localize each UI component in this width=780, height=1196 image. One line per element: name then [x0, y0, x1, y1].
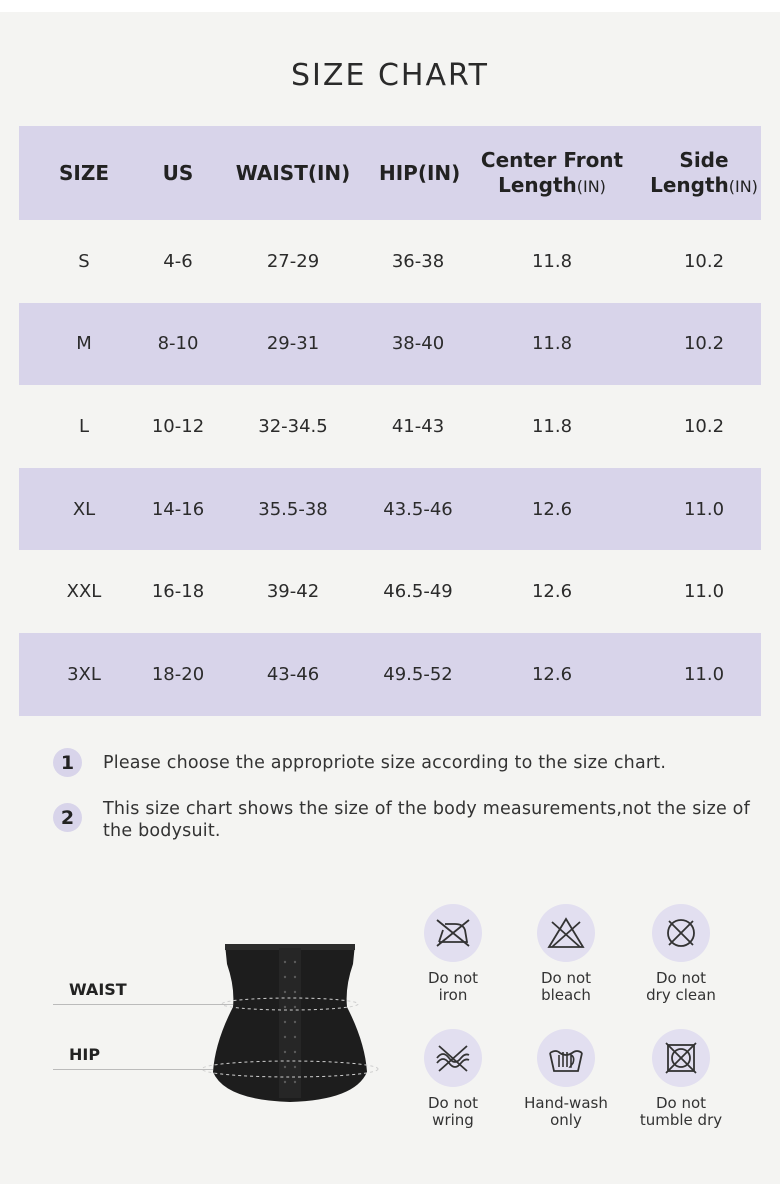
- cell-center-front-length: 11.8: [531, 250, 573, 272]
- cell-waist: 35.5-38: [258, 498, 328, 520]
- size-chart-page: [0, 12, 780, 1184]
- no-dry-clean-icon: [652, 904, 710, 962]
- cell-center-front-length: 12.6: [531, 581, 573, 603]
- note-2: [53, 798, 753, 842]
- cell-center-front-length: 12.6: [531, 663, 573, 685]
- cell-size: M: [76, 333, 92, 355]
- hip-guide-line: [53, 1069, 213, 1070]
- cell-us: 18-20: [151, 663, 205, 685]
- note-text: This size chart shows the size of the body measurements,not the size of the bodysuit.: [103, 799, 750, 841]
- size-table: [19, 126, 761, 716]
- cell-waist: 32-34.5: [258, 415, 328, 437]
- cell-side-length: 11.0: [683, 498, 725, 520]
- no-bleach-icon: [537, 904, 595, 962]
- cell-hip: 41-43: [391, 415, 445, 437]
- care-hand-wash: Hand-wash only: [511, 1029, 621, 1129]
- header-side-length: Side Length(IN): [650, 147, 758, 197]
- hip-label: HIP: [69, 1045, 101, 1064]
- cell-hip: 38-40: [391, 333, 445, 355]
- cell-size: 3XL: [67, 663, 101, 685]
- cell-us: 10-12: [151, 415, 205, 437]
- no-iron-icon: [424, 904, 482, 962]
- no-tumble-dry-icon: [652, 1029, 710, 1087]
- header-center-front-length: Center Front Length(IN): [480, 147, 624, 197]
- waist-trainer-image: [195, 932, 385, 1112]
- cell-us: 14-16: [151, 498, 205, 520]
- cell-side-length: 11.0: [683, 581, 725, 603]
- cell-center-front-length: 12.6: [531, 498, 573, 520]
- cell-waist: 39-42: [266, 581, 320, 603]
- table-row: [19, 385, 761, 468]
- table-row: [19, 303, 761, 386]
- waist-label: WAIST: [69, 980, 127, 999]
- cell-center-front-length: 11.8: [531, 415, 573, 437]
- cell-side-length: 10.2: [683, 415, 725, 437]
- hand-wash-icon: [537, 1029, 595, 1087]
- care-no-wring: Do not wring: [398, 1029, 508, 1129]
- note-number-badge: 1: [53, 748, 82, 777]
- care-no-bleach: Do not bleach: [511, 904, 621, 1004]
- cell-side-length: 11.0: [683, 663, 725, 685]
- header-waist: WAIST(IN): [235, 160, 351, 185]
- table-row: [19, 550, 761, 633]
- care-no-tumble-dry: Do not tumble dry: [626, 1029, 736, 1129]
- cell-waist: 43-46: [266, 663, 320, 685]
- care-no-iron: Do not iron: [398, 904, 508, 1004]
- header-us: US: [162, 160, 194, 185]
- table-row: [19, 633, 761, 716]
- cell-us: 8-10: [157, 333, 199, 355]
- no-wring-icon: [424, 1029, 482, 1087]
- cell-size: XL: [72, 498, 96, 520]
- care-no-dry-clean: Do not dry clean: [626, 904, 736, 1004]
- cell-size: XXL: [66, 581, 102, 603]
- cell-size: S: [78, 250, 90, 272]
- table-row: [19, 220, 761, 303]
- header-hip: HIP(IN): [379, 160, 461, 185]
- cell-hip: 36-38: [391, 250, 445, 272]
- cell-us: 16-18: [151, 581, 205, 603]
- cell-hip: 46.5-49: [383, 581, 453, 603]
- cell-side-length: 10.2: [683, 250, 725, 272]
- note-1: [53, 748, 753, 777]
- cell-us: 4-6: [163, 250, 193, 272]
- cell-hip: 49.5-52: [383, 663, 453, 685]
- cell-waist: 29-31: [266, 333, 320, 355]
- cell-waist: 27-29: [266, 250, 320, 272]
- page-title: SIZE CHART: [291, 58, 489, 93]
- header-size: SIZE: [58, 160, 109, 185]
- cell-center-front-length: 11.8: [531, 333, 573, 355]
- table-header-row: [19, 126, 761, 220]
- cell-hip: 43.5-46: [383, 498, 453, 520]
- cell-size: L: [78, 415, 90, 437]
- note-number-badge: 2: [53, 803, 82, 832]
- table-row: [19, 468, 761, 551]
- note-text: Please choose the appropriote size according to the size chart.: [103, 753, 667, 773]
- cell-side-length: 10.2: [683, 333, 725, 355]
